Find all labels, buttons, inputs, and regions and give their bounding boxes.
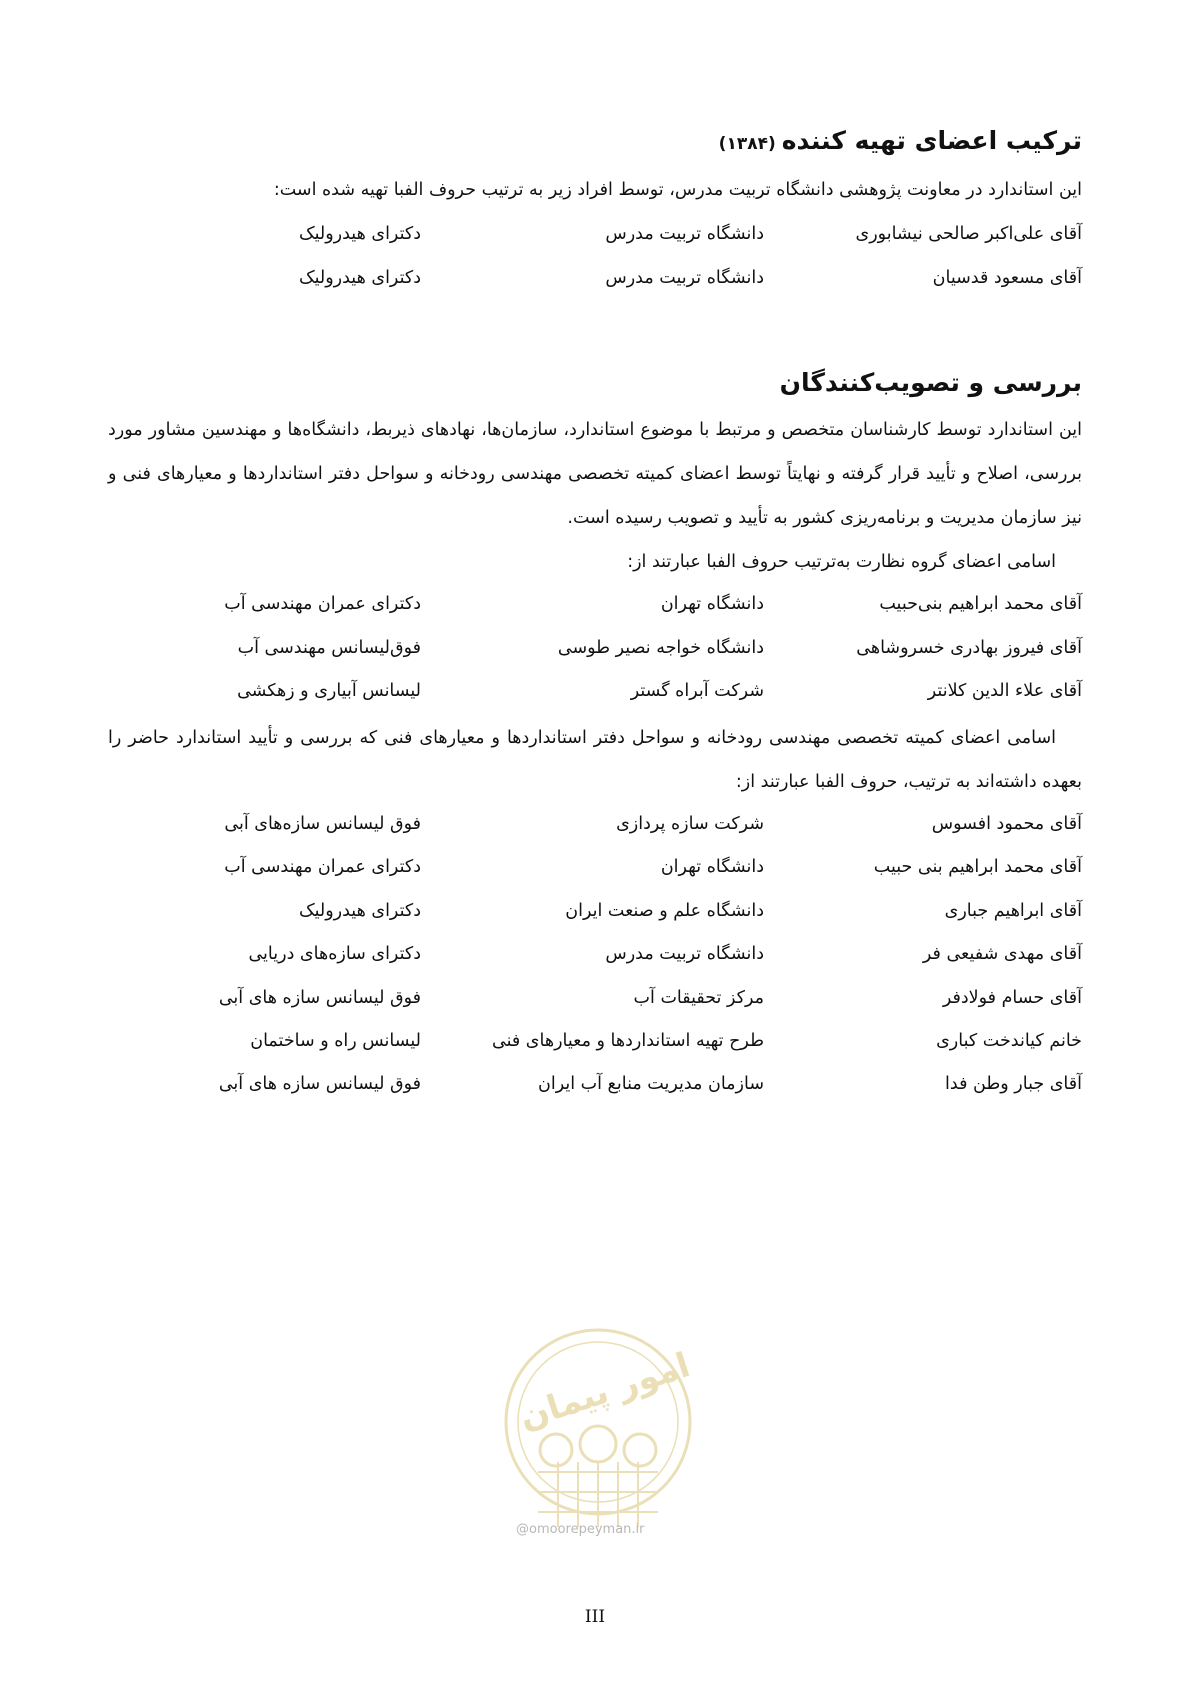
committee-intro: اسامی اعضای کمیته تخصصی مهندسی رودخانه و سواحل دفتر استانداردها و معیارهای فنی که بررسی و تأیید استاندارد حاضر را بعهده داشته‌اند به ترتیب، حروف الفبا عبارتند از: xyxy=(108,728,1082,792)
member-org: طرح تهیه استانداردها و معیارهای فنی xyxy=(492,1031,764,1051)
member-name: آقای محمد ابراهیم بنی حبیب xyxy=(873,857,1082,877)
member-degree: فوق لیسانس سازه های آبی xyxy=(218,988,421,1008)
table-row xyxy=(108,857,1082,887)
member-degree: فوق لیسانس سازه های آبی xyxy=(218,1074,421,1094)
member-name: آقای محمود افسوس xyxy=(931,814,1082,834)
title-text: ترکیب اعضای تهیه کننده xyxy=(781,126,1082,155)
section-title-preparers xyxy=(719,126,1082,155)
table-row xyxy=(108,594,1082,624)
supervision-intro: اسامی اعضای گروه نظارت به‌ترتیب حروف الفبا عبارتند از: xyxy=(627,552,1056,572)
member-degree: دکترای سازه‌های دریایی xyxy=(248,944,421,964)
member-name: آقای فیروز بهادری خسروشاهی xyxy=(856,638,1082,658)
member-degree: دکترای عمران مهندسی آب xyxy=(224,857,421,877)
watermark-site: @omoorepeyman.ir xyxy=(516,1522,645,1537)
table-row xyxy=(108,901,1082,931)
table-row xyxy=(108,944,1082,974)
table-row xyxy=(108,268,1082,298)
member-degree: فوق‌لیسانس مهندسی آب xyxy=(237,638,421,658)
page-number: III xyxy=(584,1607,606,1627)
reviewers-paragraph: این استاندارد توسط کارشناسان متخصص و مرتبط با موضوع استاندارد، سازمان‌ها، نهادهای ذیربط، دانشگاه‌ها و مهندسین مشاور مورد بررسی، اصلاح و تأیید قرار گرفته و نهایتاً توسط اعضای کمیته تخصصی مهندسی رودخانه و سواحل دفتر استانداردها و معیارهای فنی و نیز سازمان مدیریت و برنامه‌ریزی کشور به تأیید و تصویب رسیده است. xyxy=(108,420,1082,528)
member-name: خانم کیاندخت کباری xyxy=(936,1031,1082,1051)
member-name: آقای مهدی شفیعی فر xyxy=(922,944,1082,964)
member-name: آقای حسام فولادفر xyxy=(942,988,1082,1008)
member-org: دانشگاه تربیت مدرس xyxy=(605,224,764,244)
member-org: شرکت آبراه گستر xyxy=(630,681,764,701)
member-degree: لیسانس آبیاری و زهکشی xyxy=(237,681,421,701)
preparers-intro: این استاندارد در معاونت پژوهشی دانشگاه تربیت مدرس، توسط افراد زیر به ترتیب حروف الفبا تهیه شده است: xyxy=(273,180,1082,200)
member-org: دانشگاه تربیت مدرس xyxy=(605,944,764,964)
member-name: آقای علاء الدین کلانتر xyxy=(927,681,1082,701)
member-org: شرکت سازه پردازی xyxy=(616,814,764,834)
member-degree: دکترای هیدرولیک xyxy=(298,268,421,288)
member-org: دانشگاه تهران xyxy=(660,857,764,877)
title-year: (۱۳۸۴) xyxy=(718,134,776,154)
member-name: آقای ابراهیم جباری xyxy=(944,901,1082,921)
member-degree: دکترای هیدرولیک xyxy=(298,224,421,244)
member-org: دانشگاه خواجه نصیر طوسی xyxy=(557,638,764,658)
member-degree: فوق لیسانس سازه‌های آبی xyxy=(224,814,421,834)
member-name: آقای محمد ابراهیم بنی‌حبیب xyxy=(879,594,1082,614)
member-name: آقای مسعود قدسیان xyxy=(932,268,1082,288)
member-org: دانشگاه تهران xyxy=(660,594,764,614)
member-org: سازمان مدیریت منابع آب ایران xyxy=(537,1074,764,1094)
table-row xyxy=(108,814,1082,844)
member-degree: دکترای هیدرولیک xyxy=(298,901,421,921)
section-title-reviewers: بررسی و تصویب‌کنندگان xyxy=(779,368,1082,397)
member-org: مرکز تحقیقات آب xyxy=(633,988,764,1008)
member-org: دانشگاه علم و صنعت ایران xyxy=(565,901,764,921)
seal-text: امور پیمان xyxy=(514,1345,695,1438)
table-row xyxy=(108,1031,1082,1061)
member-org: دانشگاه تربیت مدرس xyxy=(605,268,764,288)
watermark-seal-icon xyxy=(498,1322,698,1542)
table-row xyxy=(108,224,1082,254)
member-degree: لیسانس راه و ساختمان xyxy=(250,1031,421,1051)
table-row xyxy=(108,681,1082,711)
table-row xyxy=(108,638,1082,668)
table-row xyxy=(108,988,1082,1018)
member-name: آقای علی‌اکبر صالحی نیشابوری xyxy=(855,224,1082,244)
member-name: آقای جبار وطن فدا xyxy=(945,1074,1082,1094)
member-degree: دکترای عمران مهندسی آب xyxy=(224,594,421,614)
table-row xyxy=(108,1074,1082,1104)
